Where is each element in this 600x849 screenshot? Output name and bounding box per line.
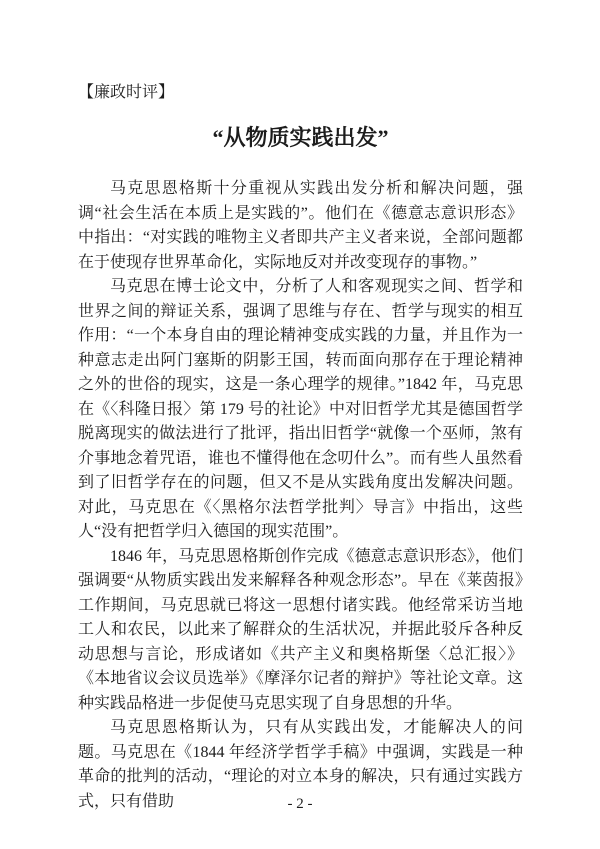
page-number: - 2 - <box>287 796 313 812</box>
paragraph: 1846 年，马克思恩格斯创作完成《德意志意识形态》，他们强调要“从物质实践出发来解释各种观念形态”。早在《莱茵报》工作期间，马克思就已将这一思想付诸实践。他经常采访当地工人和农民，以此来了解群众的生活状况，并据此驳斥各种反动思想与言论，形成诸如《共产主义和奥格斯堡〈总汇报〉》《本地省议会议员选举》《摩泽尔记者的辩护》等社论文章。这种实践品格进一步促使马克思实现了自身思想的升华。 <box>78 547 523 712</box>
page-title: “从物质实践出发” <box>212 125 389 150</box>
paragraph: 马克思恩格斯认为，只有从实践出发，才能解决人的问题。马克思在《1844 年经济学哲学手稿》中强调，实践是一种革命的批判的活动，“理论的对立本身的解决，只有通过实践方式，只有借助 <box>78 719 523 810</box>
category-header: 【廉政时评】 <box>78 84 175 101</box>
paragraph: 马克思在博士论文中，分析了人和客观现实之间、哲学和世界之间的辩证关系，强调了思维与存在、哲学与现实的相互作用：“一个本身自由的理论精神变成实践的力量，并且作为一种意志走出阿门塞斯的阴影王国，转而面向那存在于理论精神之外的世俗的现实，这是一条心理学的规律。”1842 年，马克思在《〈科隆日报〉第 179 号的社论》中对旧哲学尤其是德国哲学脱离现实的做法进行了批评，指出旧哲学“就像一个巫师，煞有介事地念着咒语，谁也不懂得他在念叨什么”。而有些人虽然看到了旧哲学存在的问题，但又不是从实践角度出发解决问题。对此，马克思在《〈黑格尔法哲学批判〉导言》中指出，这些人“没有把哲学归入德国的现实范围”。 <box>78 278 523 540</box>
paragraph: 马克思恩格斯十分重视从实践出发分析和解决问题，强调“社会生活在本质上是实践的”。他们在《德意志意识形态》中指出：“对实践的唯物主义者即共产主义者来说，全部问题都在于使现存世界革命化，实际地反对并改变现存的事物。” <box>78 180 523 271</box>
document-body <box>78 177 523 814</box>
